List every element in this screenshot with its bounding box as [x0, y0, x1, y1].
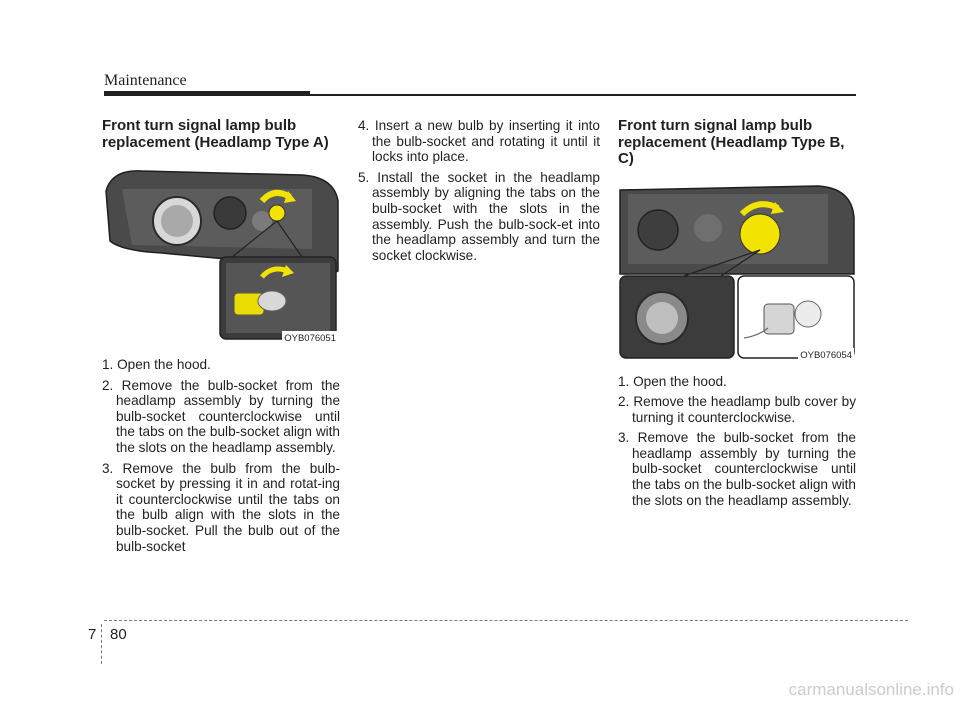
step-item: 3. Remove the bulb from the bulb-socket by pressing it in and rotat-ing it counterclockwise until the tabs on the bulb align with the slots in the bulb-socket. Pull the bulb out of the bulb-socket: [102, 460, 340, 554]
column-2: [358, 118, 600, 268]
step-item: 1. Open the hood.: [618, 373, 727, 389]
section-a-steps-1-3: [102, 357, 340, 554]
column-3: [618, 118, 856, 513]
header-title: Maintenance: [104, 72, 187, 89]
footer-divider: [104, 620, 908, 621]
figure-code-b: OYB076054: [798, 348, 854, 364]
section-a-steps-4-5: [358, 118, 600, 263]
step-item: 4. Insert a new bulb by inserting it into the bulb-socket and rotating it until it locks into place.: [358, 118, 600, 165]
step-item: 3. Remove the bulb-socket from the headlamp assembly by turning the bulb-socket counterclockwise until the tabs on the bulb-socket align with the slots on the headlamp assembly.: [618, 430, 856, 508]
step-item: 2. Remove the bulb-socket from the headlamp assembly by turning the bulb-socket counterclockwise until the tabs on the bulb-socket align with the slots on the headlamp assembly.: [102, 377, 340, 455]
headlamp-type-bc-drawing: [618, 178, 856, 364]
column-1: [102, 118, 340, 559]
section-b-steps: [618, 374, 856, 509]
step-item: 1. Open the hood.: [102, 357, 211, 372]
step-item: 2. Remove the headlamp bulb cover by turning it counterclockwise.: [618, 394, 856, 425]
section-a-heading: Front turn signal lamp bulb replacement (Headlamp Type A): [102, 117, 329, 151]
headlamp-type-a-drawing: [102, 161, 340, 347]
section-b-heading: Front turn signal lamp bulb replacement (Headlamp Type B, C): [618, 117, 845, 167]
watermark: carmanualsonline.info: [788, 680, 954, 699]
headlamp-type-a-illustration: [102, 161, 340, 347]
page-number: 80: [110, 626, 127, 643]
chapter-number: 7: [88, 626, 97, 643]
header-rule-thick: [104, 91, 310, 96]
header-rule-thin: [310, 94, 856, 96]
step-item: 5. Install the socket in the headlamp assembly by aligning the tabs on the bulb-socket with the slots in the assembly. Push the bulb-sock-et into the headlamp assembly and turn the socket clockwise.: [358, 169, 600, 263]
figure-code-a: OYB076051: [282, 331, 338, 347]
footer-vertical-divider: [101, 624, 102, 664]
headlamp-type-bc-illustration: [618, 178, 856, 364]
